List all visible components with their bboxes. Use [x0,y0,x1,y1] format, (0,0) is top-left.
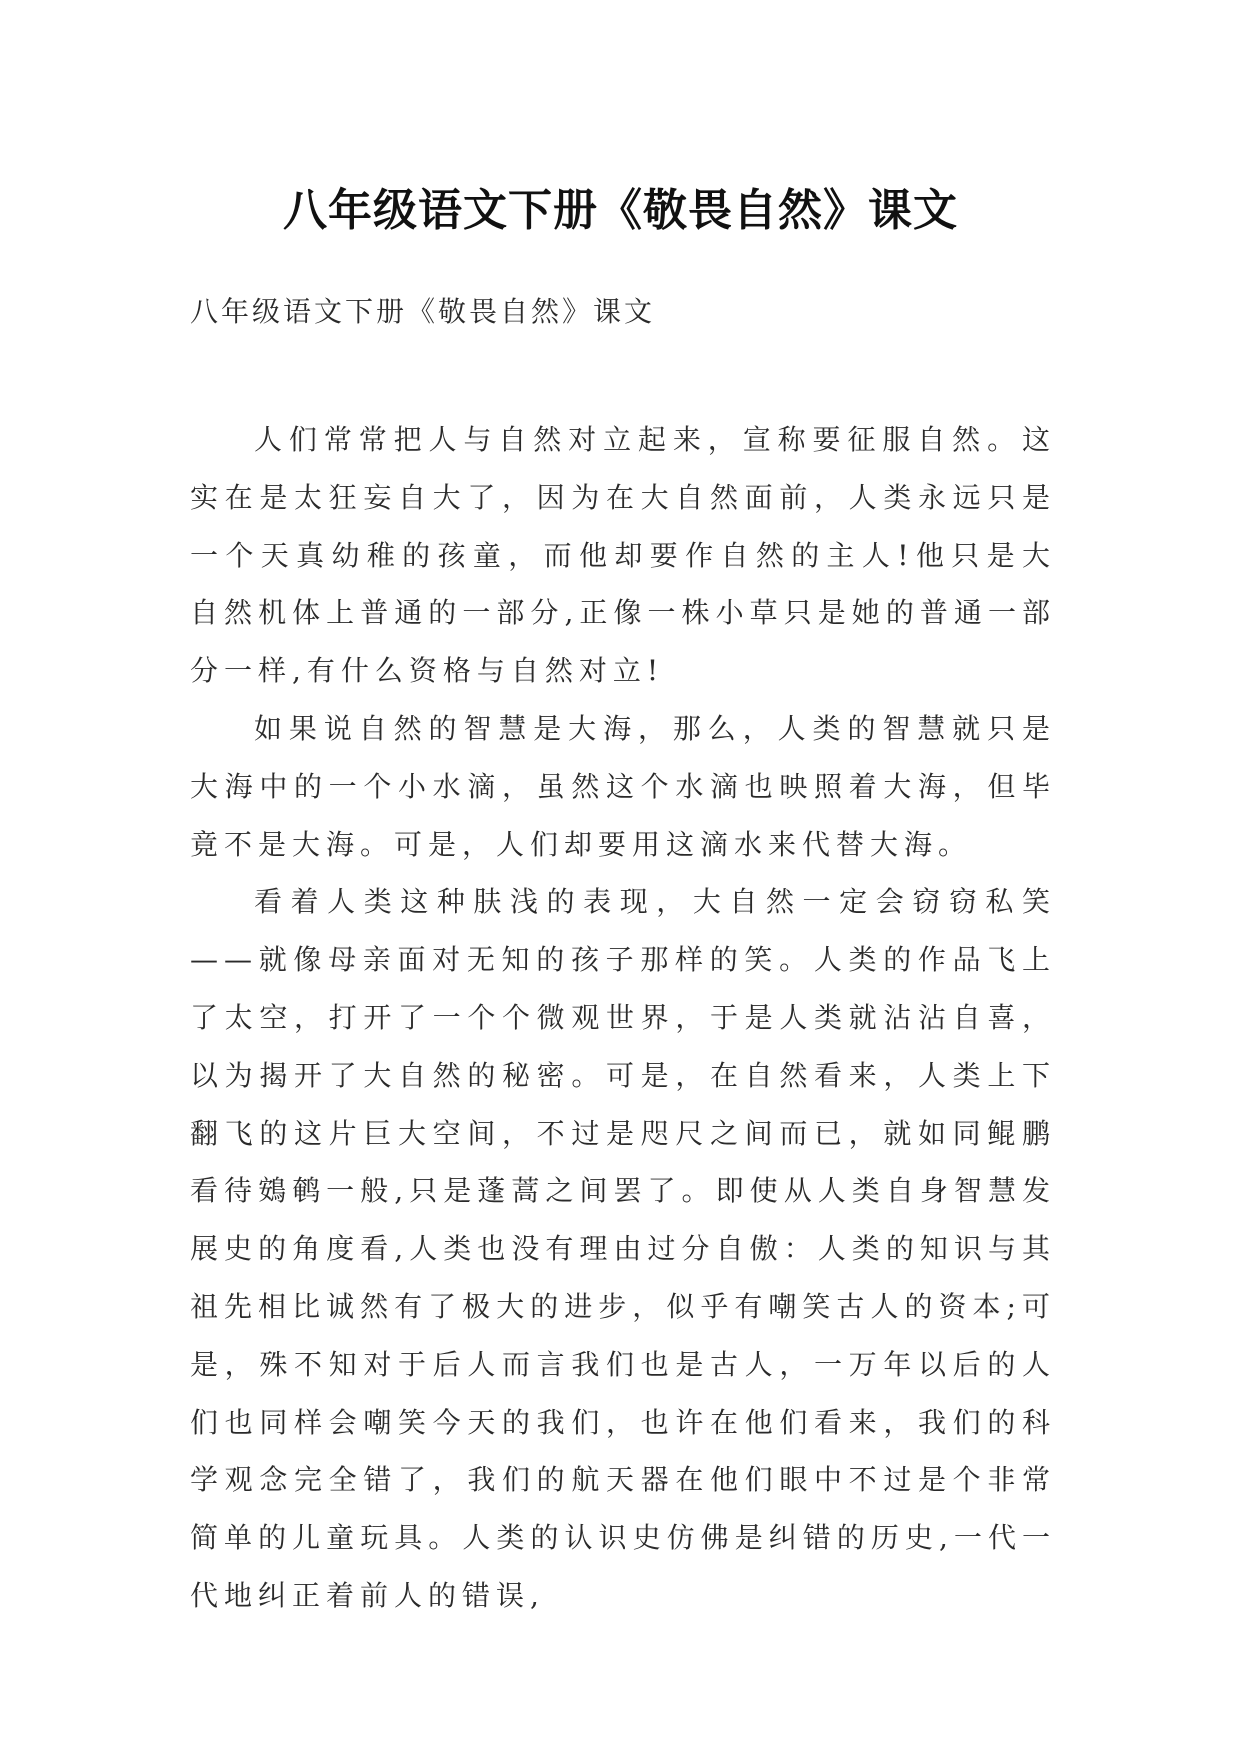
page-title: 八年级语文下册《敬畏自然》课文 [283,185,958,237]
paragraph-3: 看着人类这种肤浅的表现，大自然一定会窃窃私笑——就像母亲面对无知的孩子那样的笑。人类的作品飞上了太空，打开了一个个微观世界，于是人类就沾沾自喜，以为揭开了大自然的秘密。可是，在自然看来，人类上下翻飞的这片巨大空间，不过是咫尺之间而已，就如同鲲鹏看待鴳鹌一般,只是蓬蒿之间罢了。即使从人类自身智慧发展史的角度看,人类也没有理由过分自傲：人类的知识与其祖先相比诚然有了极大的进步，似乎有嘲笑古人的资本;可是，殊不知对于后人而言我们也是古人，一万年以后的人们也同样会嘲笑今天的我们，也许在他们看来，我们的科学观念完全错了，我们的航天器在他们眼中不过是个非常简单的儿童玩具。人类的认识史仿佛是纠错的历史,一代一代地纠正着前人的错误, [190,885,1056,1612]
paragraph-2: 如果说自然的智慧是大海，那么，人类的智慧就只是大海中的一个小水滴，虽然这个水滴也映照着大海，但毕竟不是大海。可是，人们却要用这滴水来代替大海。 [190,711,1056,861]
body-text [190,411,1056,1625]
paragraph-1: 人们常常把人与自然对立起来，宣称要征服自然。这实在是太狂妄自大了，因为在大自然面前，人类永远只是一个天真幼稚的孩童，而他却要作自然的主人!他只是大自然机体上普通的一部分,正像一株小草只是她的普通一部分一样,有什么资格与自然对立! [190,423,1056,688]
document-subtitle: 八年级语文下册《敬畏自然》课文 [190,295,656,328]
